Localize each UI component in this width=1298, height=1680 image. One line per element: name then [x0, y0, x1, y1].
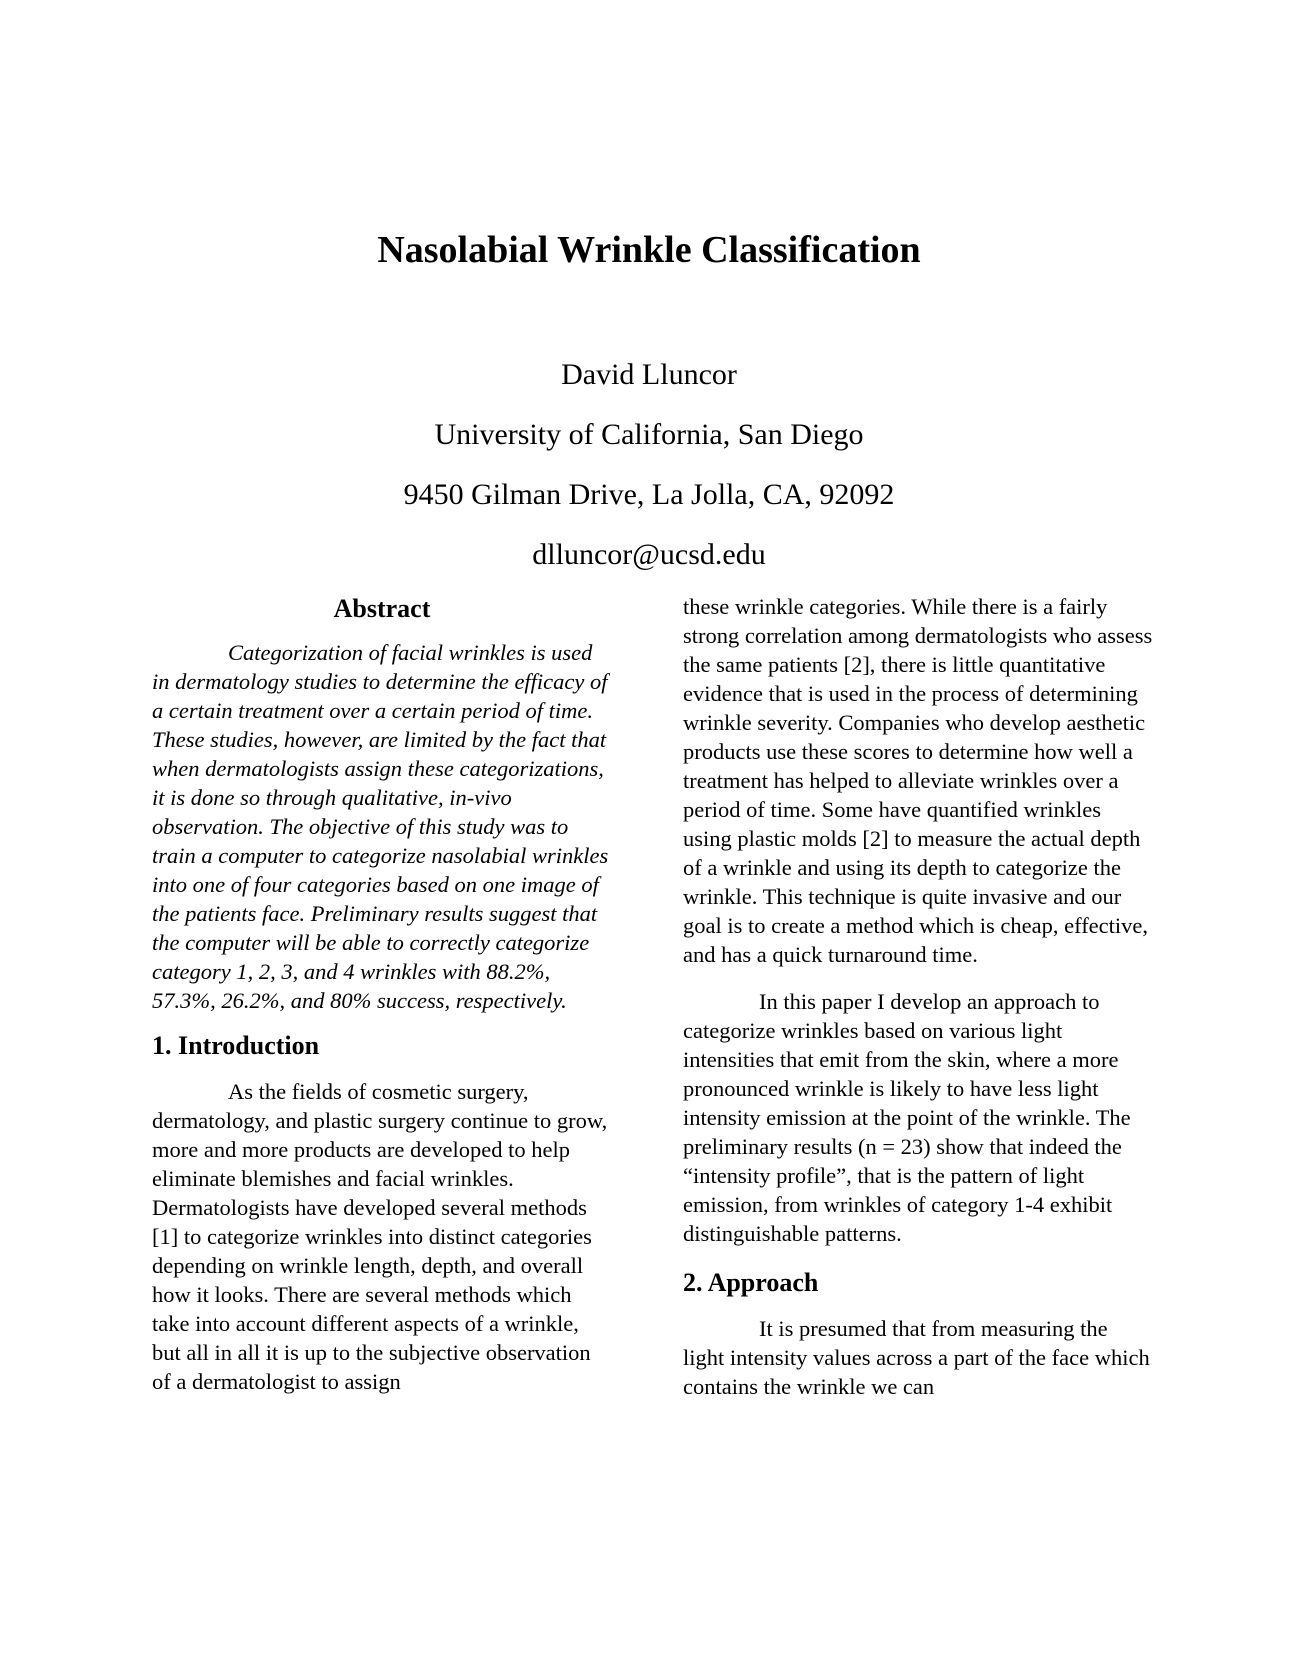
abstract-text: Categorization of facial wrinkles is used in dermatology studies to determine the efficacy of a certain treatment over a certain period of time. These studies, however, are limited by the fact that when dermatologists assign these categorizations, it is done so through qualitative, in-vivo observation. The objective of this study was to train a computer to categorize nasolabial wrinkles into one of four categories based on one image of the patients face. Preliminary results suggest that the computer will be able to correctly categorize category 1, 2, 3, and 4 wrinkles with 88.2%, 57.3%, 26.2%, and 80% success, respectively. — [152, 640, 609, 1013]
approach-paragraph-1: It is presumed that from measuring the light intensity values across a part of the face which contains the wrinkle we can — [683, 1316, 1150, 1399]
left-column — [152, 592, 612, 1396]
author-address: 9450 Gilman Drive, La Jolla, CA, 92092 — [403, 478, 895, 511]
author-email: dlluncor@ucsd.edu — [532, 538, 766, 571]
right-column — [683, 592, 1153, 1401]
introduction-paragraph-1-continued: these wrinkle categories. While there is a fairly strong correlation among dermatologists who assess the same patients [2], there is little quantitative evidence that is used in the process of determining wrinkle severity. Companies who develop aesthetic products use these scores to determine how well a treatment has helped to alleviate wrinkles over a period of time. Some have quantified wrinkles using plastic molds [2] to measure the actual depth of a wrinkle and using its depth to categorize the wrinkle. This technique is quite invasive and our goal is to create a method which is cheap, effective, and has a quick turnaround time. — [683, 594, 1153, 967]
section-heading-approach: 2. Approach — [683, 1268, 819, 1297]
introduction-paragraph-2: In this paper I develop an approach to categorize wrinkles based on various light intensities that emit from the skin, where a more pronounced wrinkle is likely to have less light intensity emission at the point of the wrinkle. The preliminary results (n = 23) show that indeed the “intensity profile”, that is the pattern of light emission, from wrinkles of category 1-4 exhibit distinguishable patterns. — [683, 989, 1131, 1246]
author-name: David Lluncor — [561, 358, 737, 391]
author-affiliation: University of California, San Diego — [434, 418, 864, 451]
introduction-paragraph-1: As the fields of cosmetic surgery, dermatology, and plastic surgery continue to grow, more and more products are developed to help eliminate blemishes and facial wrinkles. Dermatologists have developed several methods [1] to categorize wrinkles into distinct categories depending on wrinkle length, depth, and overall how it looks. There are several methods which take into account different aspects of a wrinkle, but all in all it is up to the subjective observation of a dermatologist to assign — [152, 1079, 608, 1394]
section-heading-introduction: 1. Introduction — [152, 1031, 320, 1060]
abstract-heading: Abstract — [333, 594, 431, 623]
paper-title: Nasolabial Wrinkle Classification — [377, 229, 921, 271]
